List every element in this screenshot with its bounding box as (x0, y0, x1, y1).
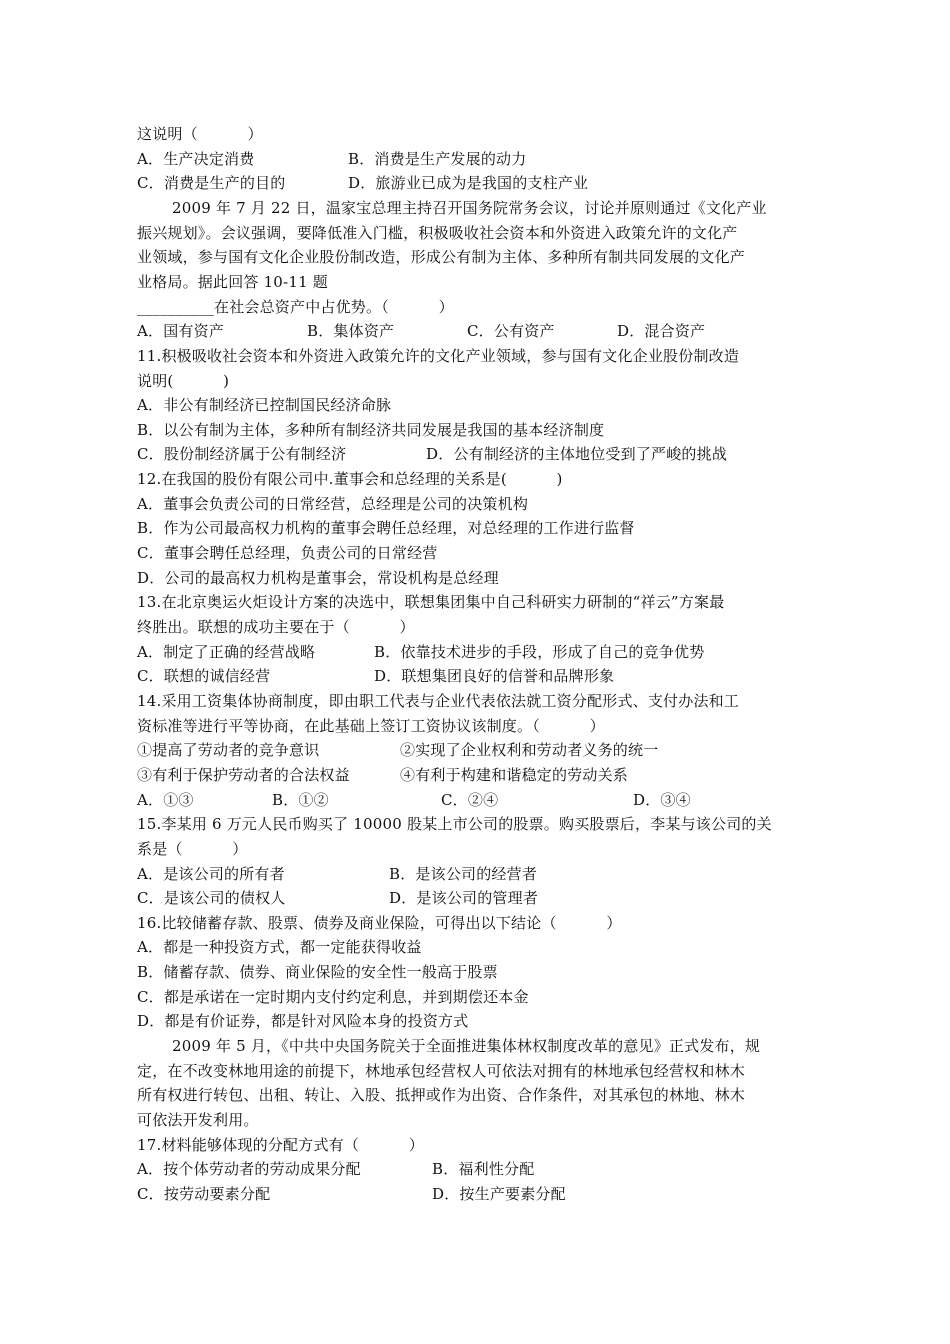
text-line: 2009 年 5 月，《中共中央国务院关于全面推进集体林权制度改革的意见》正式发布，规 (172, 1037, 761, 1055)
text-line: 资标准等进行平等协商，在此基础上签订工资协议该制度。（ ） (137, 716, 605, 735)
option-text: B．是该公司的经营者 (389, 864, 538, 883)
option-text: ④有利于构建和谐稳定的劳动关系 (400, 765, 629, 784)
text-line: ①提高了劳动者的竞争意识 (137, 741, 320, 760)
option-text: D．旅游业已成为是我国的支柱产业 (348, 174, 589, 193)
text-line: A．生产决定消费 (137, 149, 255, 168)
text-line: A．非公有制经济已控制国民经济命脉 (137, 396, 392, 415)
text-line: 17.材料能够体现的分配方式有（ ） (137, 1135, 424, 1154)
option-text: D．联想集团良好的信誉和品牌形象 (374, 667, 615, 686)
text-line: 说明( ) (137, 371, 230, 390)
option-text: ②实现了企业权利和劳动者义务的统一 (400, 741, 659, 760)
text-line: D．公司的最高权力机构是董事会，常设机构是总经理 (137, 568, 499, 587)
text-line: C．联想的诚信经营 (137, 667, 271, 686)
text-line: 15.李某用 6 万元人民币购买了 10000 股某上市公司的股票。购买股票后，李某与该公司的关 (137, 815, 772, 834)
option-text: B．消费是生产发展的动力 (348, 149, 527, 168)
option-text: C．②④ (441, 790, 499, 809)
text-line: A．是该公司的所有者 (137, 864, 285, 883)
text-line: 业格局。据此回答 10-11 题 (137, 272, 328, 291)
text-line: A．国有资产 (137, 322, 225, 341)
text-line: 14.采用工资集体协商制度，即由职工代表与企业代表依法就工资分配形式、支付办法和工 (137, 691, 740, 710)
option-text: D．混合资产 (617, 322, 706, 341)
text-line: 振兴规划》。会议强调，要降低准入门槛，积极吸收社会资本和外资进入政策允许的文化产 (137, 223, 738, 242)
text-line: A．①③ (137, 790, 194, 809)
text-line: C．是该公司的债权人 (137, 889, 286, 908)
text-line: 12.在我国的股份有限公司中.董事会和总经理的关系是( ) (137, 470, 563, 489)
text-line: __________在社会总资产中占优势。（ ） (137, 297, 454, 316)
option-text: B．依靠技术进步的手段，形成了自己的竞争优势 (374, 642, 705, 661)
text-line: C．股份制经济属于公有制经济 (137, 445, 347, 464)
text-line: 所有权进行转包、出租、转让、入股、抵押或作为出资、合作条件，对其承包的林地、林木 (137, 1086, 746, 1105)
text-line: D．都是有价证券，都是针对风险本身的投资方式 (137, 1012, 469, 1031)
text-line: 16.比较储蓄存款、股票、债券及商业保险，可得出以下结论（ ） (137, 913, 622, 932)
text-line: ③有利于保护劳动者的合法权益 (137, 765, 350, 784)
text-line: 这说明（ ） (137, 125, 263, 143)
text-line: B．以公有制为主体，多种所有制经济共同发展是我国的基本经济制度 (137, 420, 605, 439)
option-text: D．是该公司的管理者 (389, 889, 539, 908)
option-text: B．福利性分配 (432, 1160, 535, 1179)
text-line: C．按劳动要素分配 (137, 1185, 271, 1203)
option-text: D．③④ (633, 790, 691, 809)
text-line: C．消费是生产的目的 (137, 174, 286, 193)
text-line: B．储蓄存款、债券、商业保险的安全性一般高于股票 (137, 963, 498, 982)
text-line: C．都是承诺在一定时期内支付约定利息，并到期偿还本金 (137, 987, 529, 1006)
text-line: 系是（ ） (137, 839, 248, 858)
option-text: D．公有制经济的主体地位受到了严峻的挑战 (426, 445, 728, 464)
option-text: D．按生产要素分配 (432, 1185, 566, 1203)
text-line: 2009 年 7 月 22 日，温家宝总理主持召开国务院常务会议，讨论并原则通过《文化产业 (172, 198, 767, 217)
option-text: B．①② (272, 790, 329, 809)
text-line: A．董事会负责公司的日常经营，总经理是公司的决策机构 (137, 494, 529, 513)
text-line: A．按个体劳动者的劳动成果分配 (137, 1160, 361, 1179)
text-line: 终胜出。联想的成功主要在于（ ） (137, 618, 415, 636)
text-line: A．制定了正确的经营战略 (137, 642, 316, 661)
option-text: C．公有资产 (467, 322, 555, 341)
text-line: 13.在北京奥运火炬设计方案的决选中，联想集团集中自己科研实力研制的“祥云”方案最 (137, 593, 725, 612)
text-line: 定，在不改变林地用途的前提下，林地承包经营权人可依法对拥有的林地承包经营权和林木 (137, 1061, 746, 1080)
text-line: 11.积极吸收社会资本和外资进入政策允许的文化产业领域，参与国有文化企业股份制改造 (137, 346, 740, 365)
option-text: B．集体资产 (307, 322, 395, 341)
text-line: C．董事会聘任总经理，负责公司的日常经营 (137, 544, 438, 562)
text-line: 可依法开发利用。 (137, 1111, 259, 1129)
text-line: A．都是一种投资方式，都一定能获得收益 (137, 938, 422, 957)
text-line: 业领域，参与国有文化企业股份制改造，形成公有制为主体、多种所有制共同发展的文化产 (137, 248, 746, 267)
text-line: B．作为公司最高权力机构的董事会聘任总经理，对总经理的工作进行监督 (137, 519, 635, 538)
